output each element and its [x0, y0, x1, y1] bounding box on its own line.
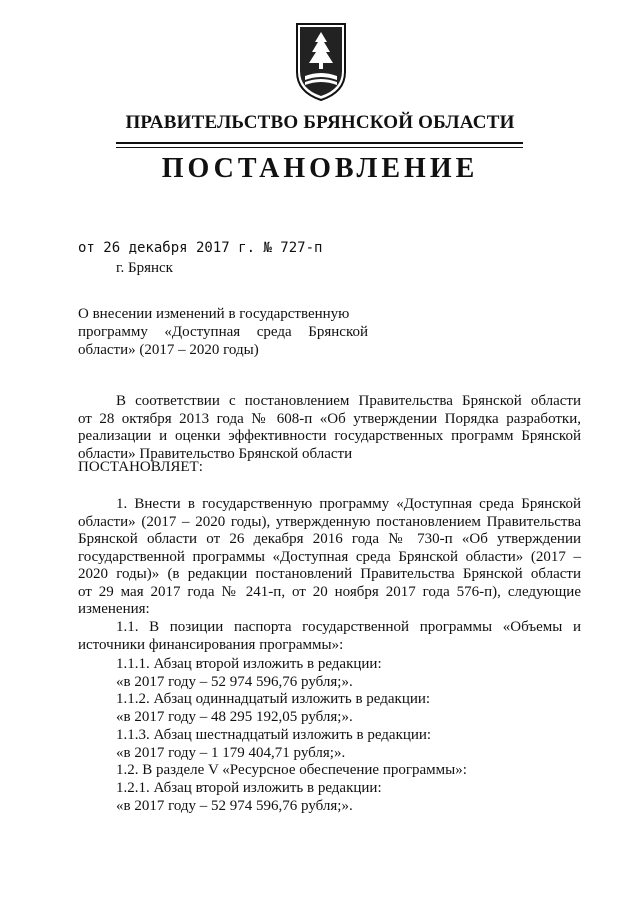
preamble-paragraph: [78, 393, 581, 463]
subject-line: программу «Доступная среда Брянской: [78, 324, 368, 340]
item-1-paragraph: [78, 496, 581, 619]
document-title: ПОСТАНОВЛЕНИЕ: [161, 153, 479, 184]
item-1-1-paragraph: [78, 619, 581, 654]
resolution-subject: [78, 305, 368, 359]
subitem-line: «в 2017 году – 52 974 596,76 рубля;».: [116, 674, 353, 690]
subitem-line: 1.2.1. Абзац второй изложить в редакции:: [116, 780, 382, 796]
paragraph-line: 1.1. В позиции паспорта государственной программы «Объемы и: [116, 619, 581, 635]
paragraph-line: от 28 октября 2013 года № 608-п «Об утверждении Порядка разработки,: [78, 410, 581, 427]
subitem-line: 1.1.1. Абзац второй изложить в редакции:: [116, 656, 382, 672]
date-and-number: от 26 декабря 2017 г. № 727-п: [78, 240, 323, 256]
city: г. Брянск: [116, 260, 173, 276]
paragraph-line: 2020 годы)» (в редакции постановлений Правительства Брянской области: [78, 566, 581, 582]
paragraph-line: от 29 мая 2017 года № 241-п, от 20 ноября 2017 года 576-п), следующие: [78, 583, 581, 600]
coat-of-arms-emblem: [293, 20, 349, 104]
paragraph-line: Брянской области от 26 декабря 2016 года № 730-п «Об утверждении: [78, 531, 581, 547]
resolves-word: ПОСТАНОВЛЯЕТ:: [78, 459, 203, 475]
subitem-line: «в 2017 году – 1 179 404,71 рубля;».: [116, 745, 346, 761]
subitem-line: «в 2017 году – 52 974 596,76 рубля;».: [116, 798, 353, 814]
subitem-line: 1.1.2. Абзац одиннадцатый изложить в редакции:: [116, 691, 431, 707]
bryansk-coat-of-arms-icon: [293, 20, 349, 104]
subject-line: области» (2017 – 2020 годы): [78, 342, 259, 358]
paragraph-line: изменения:: [78, 601, 150, 617]
paragraph-line: области» (2017 – 2020 годы), утвержденную постановлением Правительства: [78, 513, 581, 530]
paragraph-line: области» Правительство Брянской области: [78, 445, 353, 462]
government-name: ПРАВИТЕЛЬСТВО БРЯНСКОЙ ОБЛАСТИ: [125, 112, 515, 133]
header-rule-thick: [116, 142, 523, 144]
paragraph-line: источники финансирования программы»:: [78, 636, 344, 653]
paragraph-line: В соответствии с постановлением Правительства Брянской области: [116, 393, 581, 409]
paragraph-line: государственной программы «Доступная среда Брянской области» (2017 –: [78, 548, 581, 565]
subitem-line: 1.1.3. Абзац шестнадцатый изложить в редакции:: [116, 727, 432, 743]
paragraph-line: реализации и оценки эффективности государственных программ Брянской: [78, 428, 581, 444]
subject-line: О внесении изменений в государственную: [78, 306, 350, 322]
subitem-line: 1.2. В разделе V «Ресурсное обеспечение программы»:: [116, 762, 467, 778]
subitem-line: «в 2017 году – 48 295 192,05 рубля;».: [116, 709, 353, 725]
header-rule-thin: [116, 147, 523, 148]
paragraph-line: 1. Внести в государственную программу «Доступная среда Брянской: [116, 496, 581, 512]
